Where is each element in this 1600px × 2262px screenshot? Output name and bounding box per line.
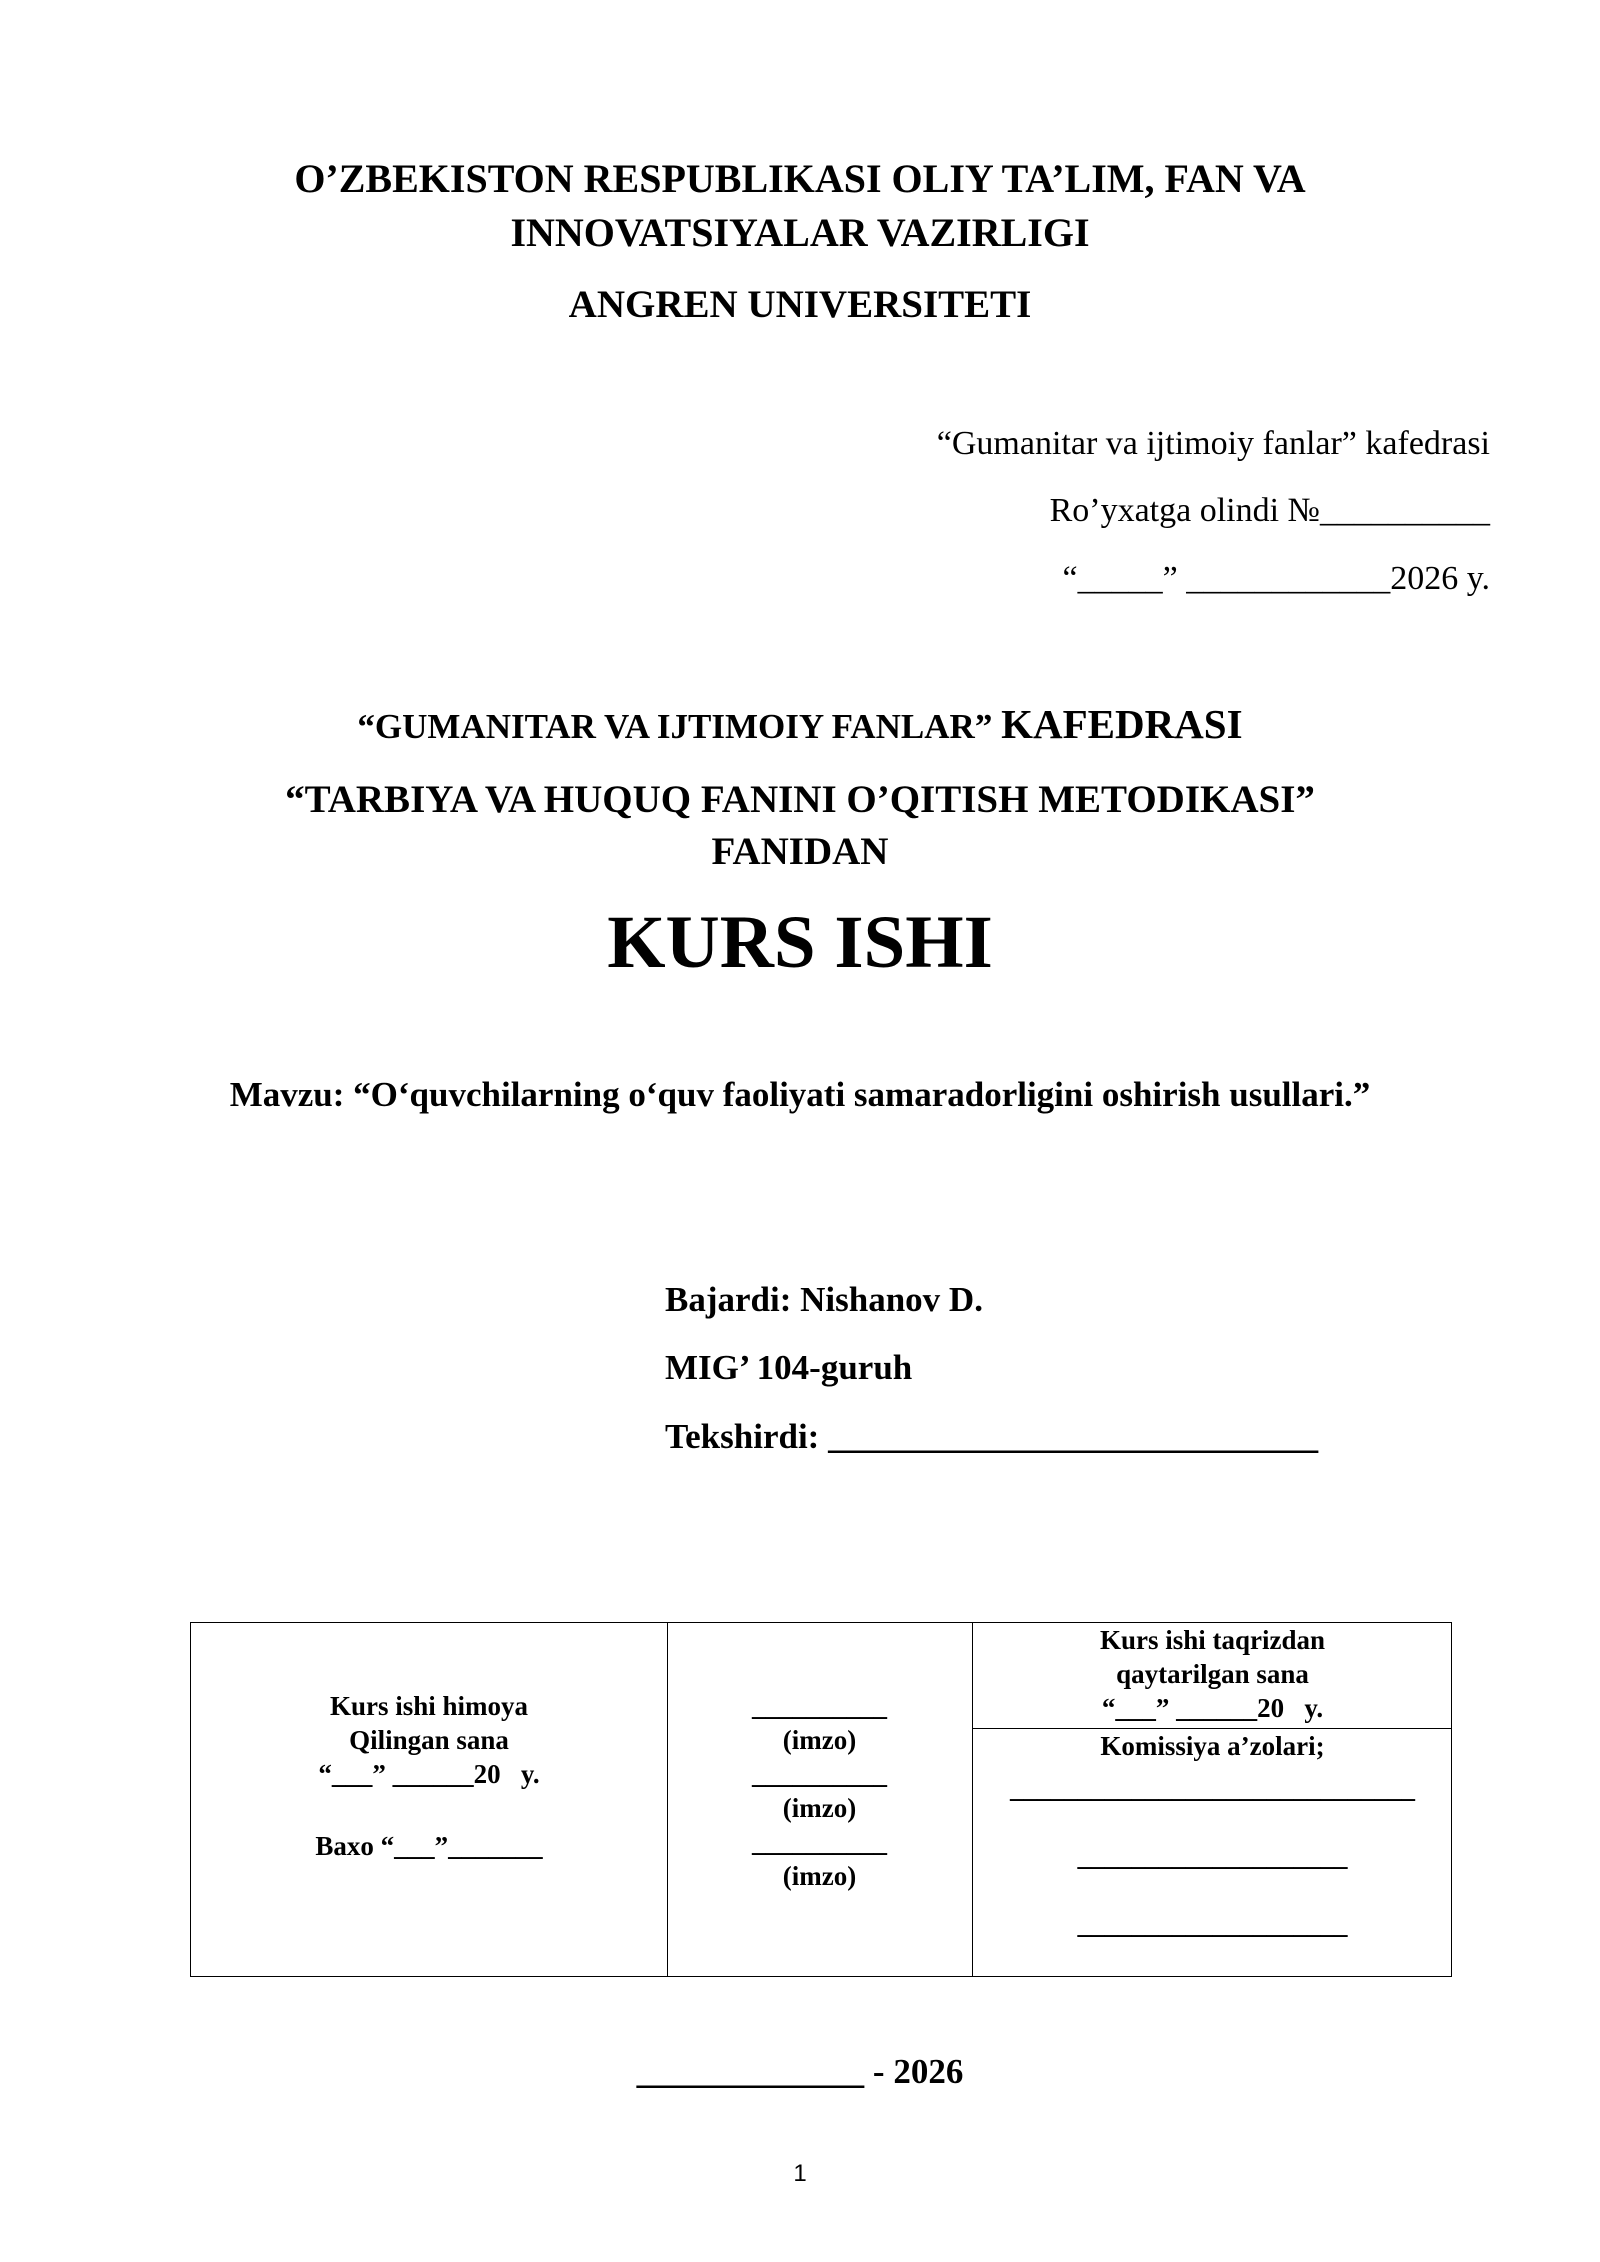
department-word: KAFEDRASI xyxy=(1001,701,1243,747)
review-return-cell: Kurs ishi taqrizdan qaytarilgan sana “___” ______20 y. xyxy=(1099,1625,1326,1723)
ministry-line-1: O’ZBEKISTON RESPUBLIKASI OLIY TA’LIM, FAN VA xyxy=(294,156,1306,201)
defense-table xyxy=(190,1622,1452,1977)
university-name: ANGREN UNIVERSITETI xyxy=(568,283,1032,326)
registry-date: “_____” ____________2026 y. xyxy=(1062,560,1490,597)
course-department xyxy=(0,700,1600,748)
author-performed: Bajardi: Nishanov D. xyxy=(665,1280,983,1319)
signature-1: __________ (imzo) xyxy=(752,1691,887,1755)
commission-line-3: ____________________ xyxy=(1077,1909,1348,1939)
ministry-line-2: INNOVATSIYALAR VAZIRLIGI xyxy=(510,210,1090,255)
commission-label: Komissiya a’zolari; xyxy=(1100,1731,1325,1761)
department-quoted: “GUMANITAR VA IJTIMOIY FANLAR” xyxy=(357,707,993,746)
signature-3: __________ (imzo) xyxy=(752,1827,887,1891)
subject-line-2: FANIDAN xyxy=(711,830,889,873)
footer-year: _____________ - 2026 xyxy=(636,2052,964,2091)
page-number: 1 xyxy=(793,2160,807,2187)
defense-date-cell: Kurs ishi himoya Qilingan sana “___” ______20 y. xyxy=(318,1691,540,1789)
document-title: KURS ISHI xyxy=(607,901,993,984)
topic: Mavzu: “O‘quvchilarning o‘quv faoliyati samaradorligini oshirish usullari.” xyxy=(229,1075,1371,1114)
subject-line-1: “TARBIYA VA HUQUQ FANINI O’QITISH METODIKASI” xyxy=(285,778,1315,821)
commission-line-1: ______________________________ xyxy=(1010,1773,1415,1803)
registry-department: “Gumanitar va ijtimoiy fanlar” kafedrasi xyxy=(936,425,1490,462)
commission-line-2: ____________________ xyxy=(1077,1841,1348,1871)
author-group: MIG’ 104-guruh xyxy=(665,1348,913,1387)
signature-2: __________ (imzo) xyxy=(752,1759,887,1823)
checked-by: Tekshirdi: ____________________________ xyxy=(665,1417,1319,1456)
registry-number: Ro’yxatga olindi №__________ xyxy=(1049,492,1490,529)
grade-cell: Baxo “___”_______ xyxy=(315,1831,543,1861)
